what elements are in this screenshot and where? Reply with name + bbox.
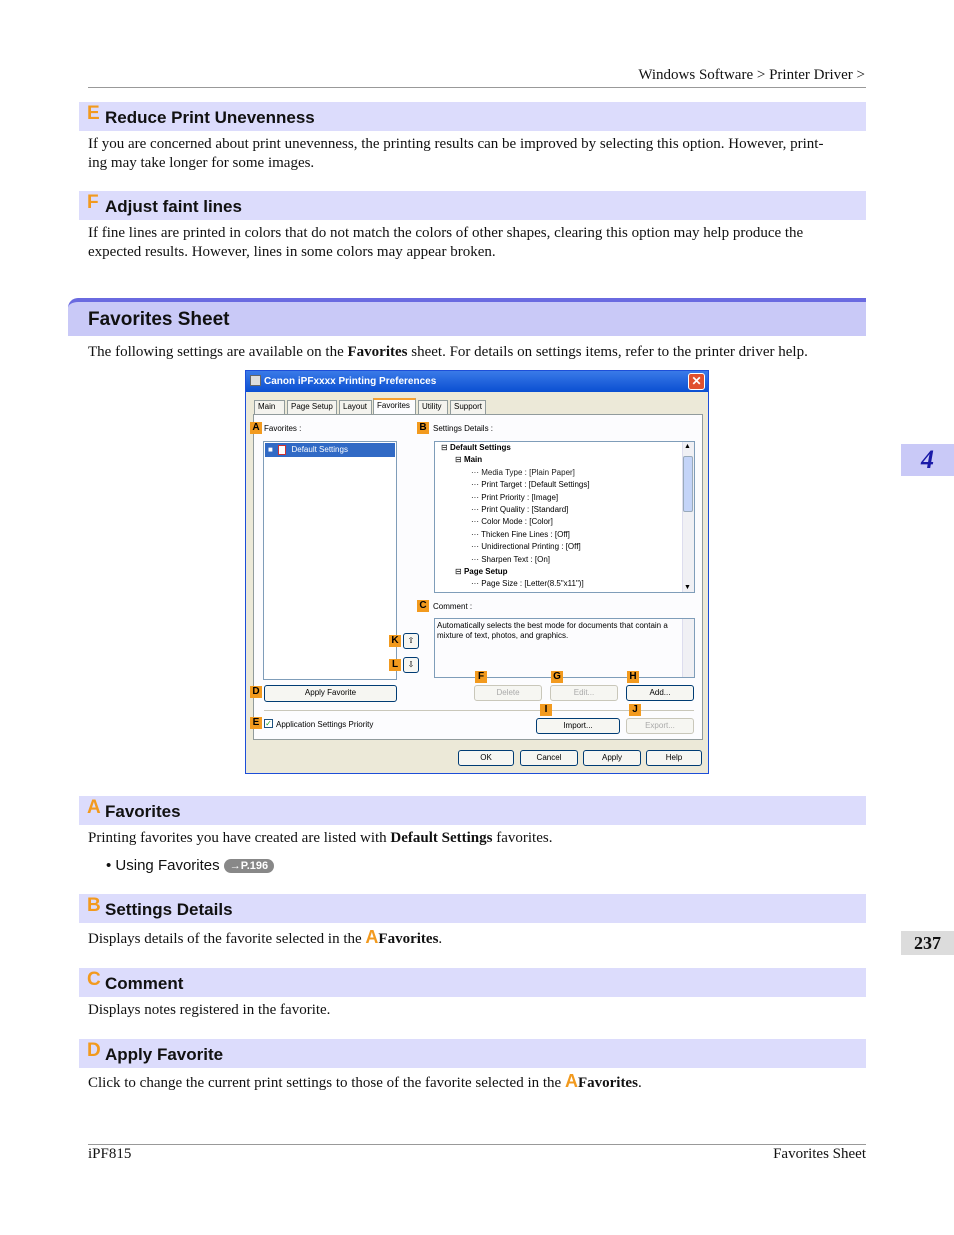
callout-j: J [629,704,641,716]
list-bullet-icon: ■ [268,445,273,454]
callout-d: D [250,686,262,698]
footer-section: Favorites Sheet [773,1146,866,1162]
section-title: Adjust faint lines [105,197,242,216]
callout-a: A [250,422,262,434]
callout-i: I [540,704,552,716]
dialog-title: Canon iPFxxxx Printing Preferences [264,376,437,387]
tree-root [441,442,590,591]
dialog-title-bar [246,371,708,392]
favorites-sheet-heading-bar [68,298,866,336]
footer-model: iPF815 [88,1146,132,1162]
section-bar-adjust-faint-lines [79,191,866,220]
collapse-icon[interactable]: ⊟ [455,455,462,465]
intro-text: sheet. For details on settings items, refer to the printer driver help. [407,344,808,360]
tree-item: ··· Media Type : [Plain Paper] [471,467,575,477]
bold-text: Default Settings [390,830,493,846]
callout-e: E [250,717,262,729]
comment-scrollbar[interactable] [682,619,694,677]
app-priority-checkbox[interactable]: ✓ [265,719,272,728]
section-letter: C [87,969,101,990]
bullet-using-favorites: • Using Favorites →P.196 [106,857,274,874]
tree-item-label: Sharpen Text : [On] [481,554,550,564]
callout-g: G [551,671,563,683]
footer-rule [88,1144,866,1145]
comment-text [437,621,668,641]
intro-bold: Favorites [347,344,408,360]
tree-item-label: Print Target : [Default Settings] [481,480,590,490]
section-paragraph [88,928,858,949]
tree-item: ··· Unidirectional Printing : [Off] [471,542,581,552]
tree-root-label: Default Settings [449,443,511,452]
tab-main[interactable]: Main [254,400,285,414]
tab-favorites[interactable]: Favorites [373,398,416,415]
tree-item: ··· Print Quality : [Standard] [471,505,569,515]
section-letter: D [87,1040,101,1061]
tree-item: ··· Page Size : [Letter(8.5"x11")] [471,579,584,589]
close-icon[interactable]: ✕ [688,373,705,390]
section-letter: F [87,192,99,213]
section-paragraph: Displays notes registered in the favorite. [88,1002,331,1018]
scrollbar-thumb[interactable] [683,456,693,512]
tree-page-setup-label: Page Setup [463,567,508,577]
ok-button[interactable]: OK [458,750,514,766]
cancel-button[interactable]: Cancel [520,750,578,766]
tree-item: ··· Sharpen Text : [On] [471,554,550,564]
ref-bold: Favorites [577,1075,638,1091]
comment-line: Automatically selects the best mode for documents that contain a [437,621,668,630]
callout-f: F [475,671,487,683]
tree-main-label: Main [463,455,483,465]
section-paragraph [88,1072,858,1093]
header-rule [88,87,866,88]
edit-button[interactable]: Edit... [550,685,618,701]
paragraph-line: ing may take longer for some images. [88,155,315,171]
section-title: Comment [105,974,184,993]
scroll-up-icon[interactable]: ▲ [684,443,691,450]
tree-item: ··· Print Priority : [Image] [471,492,559,502]
paragraph-line: expected results. However, lines in some colors may appear broken. [88,244,496,260]
scroll-down-icon[interactable]: ▼ [684,584,691,591]
intro-text: The following settings are available on the [88,344,348,360]
favorites-panel [253,414,703,740]
page-reference-link[interactable]: →P.196 [224,859,274,873]
section-bar-settings-details [79,894,866,923]
import-button[interactable]: Import... [536,718,620,734]
delete-button[interactable]: Delete [474,685,542,701]
text: Displays details of the favorite selected in the [88,931,366,947]
text: favorites. [492,830,553,846]
section-bar-apply-favorite [79,1039,866,1068]
app-priority-label: Application Settings Priority [276,720,374,729]
favorites-sheet-intro [88,343,858,362]
callout-b: B [417,422,429,434]
text: . [637,1075,642,1091]
section-bar-reduce-print-unevenness [79,102,866,131]
help-button[interactable]: Help [646,750,702,766]
paragraph-line: If you are concerned about print unevenness, the printing results can be improved by selecting this option. However, print- [88,136,824,152]
tree-item-label: Media Type : [Plain Paper] [481,467,575,477]
text: Printing favorites you have created are listed with [88,830,391,846]
section-title: Reduce Print Unevenness [105,108,315,127]
favorites-list[interactable] [263,441,397,680]
favorites-label: Favorites : [264,424,302,433]
move-down-icon[interactable]: ⇩ [403,657,419,673]
section-bar-comment [79,968,866,997]
add-button[interactable]: Add... [626,685,694,701]
settings-details-label: Settings Details : [433,424,494,433]
favorites-sheet-title: Favorites Sheet [88,309,230,330]
comment-label: Comment : [433,602,473,611]
comment-box[interactable] [434,618,695,678]
text: . [438,931,443,947]
printing-preferences-dialog [245,370,709,774]
favorites-item-label: Default Settings [291,445,348,454]
chapter-tab: 4 [901,444,954,476]
ref-bold: Favorites [378,931,439,947]
tree-item: ··· Print Target : [Default Settings] [471,480,590,490]
bullet-text: Using Favorites [115,857,220,874]
section-title: Settings Details [105,900,233,919]
tab-page-setup[interactable]: Page Setup [287,400,337,414]
printer-icon [250,375,261,386]
page-number: 237 [901,931,954,955]
comment-line: mixture of text, photos, and graphics. [437,631,569,640]
tree-item-label: Print Quality : [Standard] [481,505,569,515]
tree-item-label: Page Size : [Letter(8.5"x11")] [481,579,584,589]
paragraph-line: If fine lines are printed in colors that do not match the colors of other shapes, clearing this option may help produce the [88,225,804,241]
text: Click to change the current print settings to those of the favorite selected in the [88,1075,565,1091]
tree-item-label: Unidirectional Printing : [Off] [481,542,581,552]
callout-k: K [389,635,401,647]
ref-letter: A [365,927,379,947]
tree-item-label: Thicken Fine Lines : [Off] [481,529,570,539]
callout-h: H [627,671,639,683]
tree-item: ··· Thicken Fine Lines : [Off] [471,529,570,539]
collapse-icon[interactable]: ⊟ [441,443,448,452]
section-paragraph [88,135,858,173]
tree-item-label: Color Mode : [Color] [481,517,553,527]
section-paragraph [88,224,858,262]
favorites-list-item[interactable] [265,443,395,457]
section-letter: E [87,103,100,124]
move-up-icon[interactable]: ⇧ [403,633,419,649]
settings-details-tree[interactable] [434,441,695,593]
section-letter: B [87,895,101,916]
apply-button[interactable]: Apply [583,750,641,766]
section-title: Apply Favorite [105,1045,224,1064]
collapse-icon[interactable]: ⊟ [455,567,462,577]
callout-l: L [389,659,401,671]
settings-scrollbar[interactable] [682,442,694,592]
tab-utility[interactable]: Utility [418,400,448,414]
apply-favorite-button[interactable]: Apply Favorite [264,685,397,702]
tab-support[interactable]: Support [450,400,486,414]
section-paragraph [88,829,858,848]
tree-item-label: Print Priority : [Image] [481,492,559,502]
callout-c: C [417,600,429,612]
tab-layout[interactable]: Layout [339,400,372,414]
tree-item: ··· Color Mode : [Color] [471,517,553,527]
ref-letter: A [564,1071,578,1091]
export-button[interactable]: Export... [626,718,694,734]
section-bar-favorites [79,796,866,825]
document-icon [278,445,286,455]
breadcrumb: Windows Software > Printer Driver > [638,67,865,83]
section-title: Favorites [105,802,181,821]
section-letter: A [87,797,101,818]
